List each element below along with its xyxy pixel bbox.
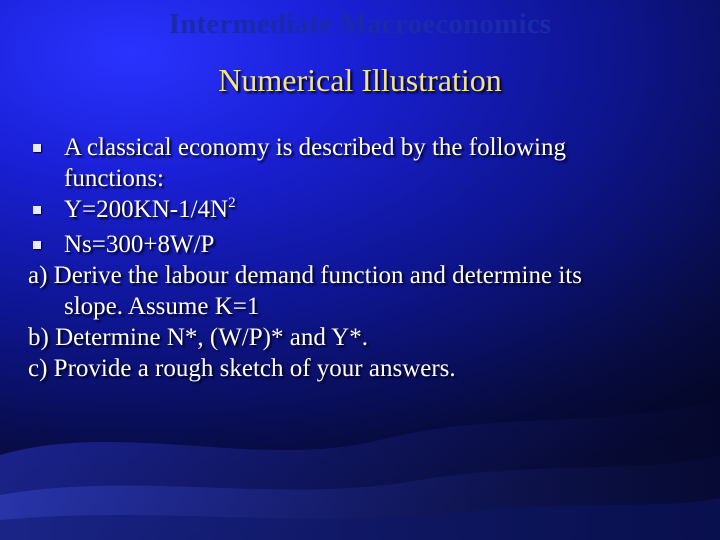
- question-item: [28, 322, 708, 353]
- exponent: 2: [228, 195, 236, 211]
- bullet-text-continued: functions:: [64, 165, 164, 192]
- equation-labour-supply: Ns=300+8W/P: [64, 231, 215, 258]
- slide-title: Numerical Illustration: [218, 62, 502, 98]
- course-title: Intermediate Macroeconomics: [168, 8, 552, 40]
- question-text: a) Derive the labour demand function and determine its: [28, 262, 582, 289]
- bullet-item: [28, 132, 708, 194]
- question-item: [28, 260, 708, 322]
- equation-output: Y=200KN-1/4N: [64, 196, 229, 223]
- question-text-continued: slope. Assume K=1: [64, 293, 260, 320]
- bullet-item: [28, 229, 708, 260]
- square-bullet-icon: [33, 241, 41, 249]
- question-text: b) Determine N*, (W/P)* and Y*.: [28, 324, 368, 351]
- square-bullet-icon: [33, 206, 41, 214]
- square-bullet-icon: [33, 144, 41, 152]
- bullet-text: A classical economy is described by the following: [64, 134, 566, 161]
- question-text: c) Provide a rough sketch of your answers.: [28, 355, 456, 382]
- slide-content: [28, 132, 708, 384]
- bullet-item: [28, 194, 708, 229]
- question-item: [28, 353, 708, 384]
